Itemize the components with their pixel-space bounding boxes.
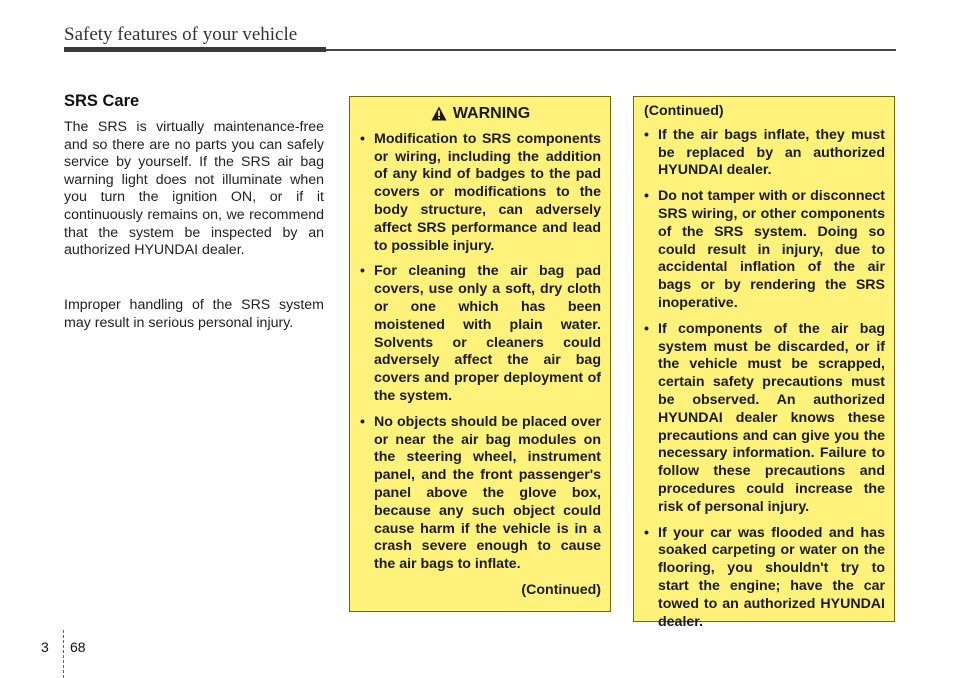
warning-list <box>360 131 601 574</box>
continued-label: (Continued) <box>521 581 601 598</box>
list-item: • No objects should be placed over or near the air bag modules on the steering wheel, instrument panel, and the front passenger's panel above the glove box, because any such object could cause harm if the vehicle is in a crash severe enough to cause the air bags to inflate. <box>360 413 601 573</box>
section-number: 3 <box>41 639 49 655</box>
page-number: 68 <box>70 639 86 655</box>
warning-heading-text: WARNING <box>452 105 531 122</box>
warning-triangle-icon <box>431 106 447 121</box>
footer-divider <box>63 630 64 678</box>
list-item: • Modification to SRS components or wiring, including the addition of any kind of badges to the pad covers or modifications to the body structure, can adversely affect SRS performance and lead to possible injury. <box>360 130 601 254</box>
warning-box-continued <box>633 96 895 630</box>
body-paragraph: Improper handling of the SRS system may result in serious personal injury. <box>64 297 324 331</box>
section-title: SRS Care <box>64 92 140 110</box>
warning-list <box>644 127 885 632</box>
list-item: • If components of the air bag system must be discarded, or if the vehicle must be scrapped, certain safety precautions must be observed. An authorized HYUNDAI dealer knows these precautions and can give you the necessary information. Failure to follow these precautions and procedures could increase the risk of personal injury. <box>644 320 885 515</box>
warning-heading <box>360 105 601 123</box>
body-paragraph: The SRS is virtually maintenance-free and so there are no parts you can safely service by yourself. If the SRS air bag warning light does not illuminate when you turn the ignition ON, or if it continuously remains on, we recommend that the system be inspected by an authorized HYUNDAI dealer. <box>64 119 324 259</box>
list-item: • Do not tamper with or disconnect SRS wiring, or other components of the SRS system. Doing so could result in injury, due to accidental inflation of the air bags or by rendering the SRS inoperative. <box>644 188 885 311</box>
header-rule-accent <box>64 47 326 52</box>
page-header-title: Safety features of your vehicle <box>64 24 298 45</box>
warning-box <box>349 96 611 612</box>
continued-heading: (Continued) <box>644 103 724 119</box>
list-item: • If your car was flooded and has soaked carpeting or water on the flooring, you shouldn't try to start the engine; have the car towed to an authorized HYUNDAI dealer. <box>644 524 885 630</box>
list-item: • For cleaning the air bag pad covers, use only a soft, dry cloth or one which has been moistened with plain water. Solvents or cleaners could adversely affect the air bag covers and proper deployment of the system. <box>360 263 601 404</box>
list-item: • If the air bags inflate, they must be replaced by an authorized HYUNDAI dealer. <box>644 126 885 179</box>
